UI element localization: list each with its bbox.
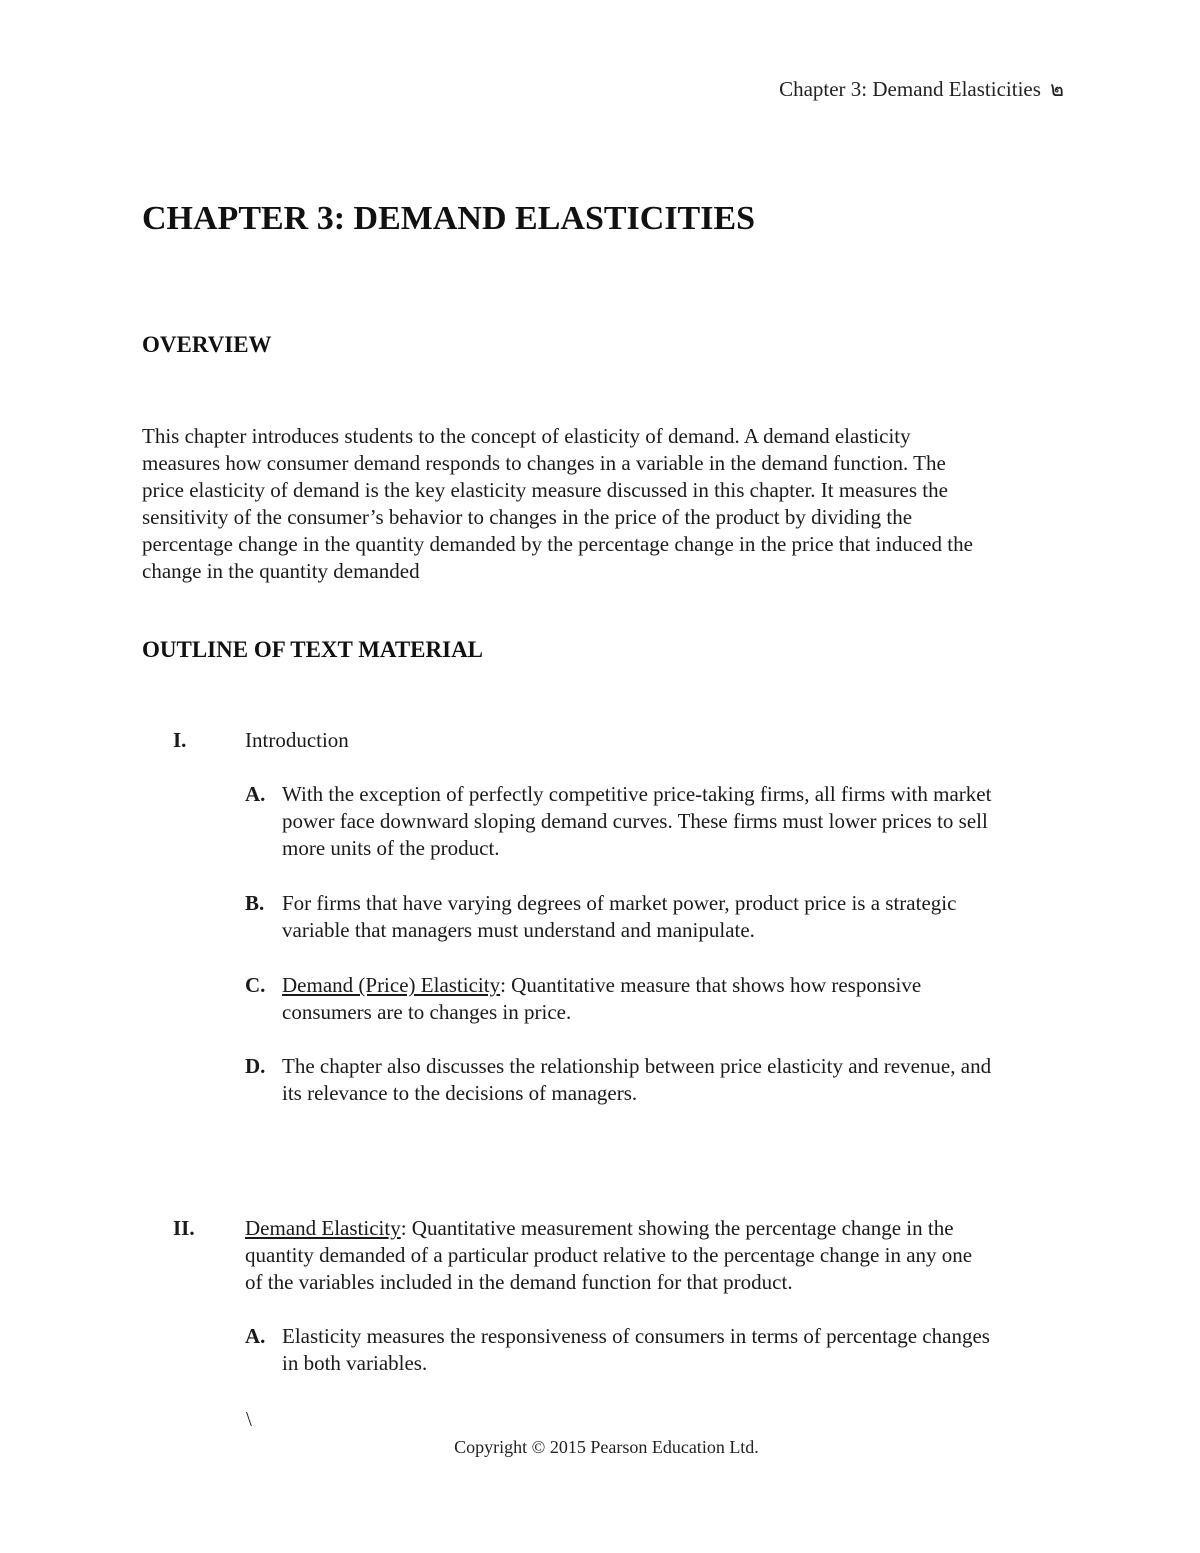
overview-line: percentage change in the quantity demanded by the percentage change in the price that induced the [142, 532, 973, 556]
overview-line: measures how consumer demand responds to changes in a variable in the demand function. The [142, 451, 946, 475]
page-number: ๒ [1050, 77, 1064, 101]
item-line: consumers are to changes in price. [282, 1000, 572, 1024]
item-line [282, 972, 921, 999]
item-letter: D. [245, 1054, 266, 1078]
defined-term: Demand (Price) Elasticity [282, 973, 501, 997]
overview-line: price elasticity of demand is the key elasticity measure discussed in this chapter. It measures the [142, 478, 948, 502]
definition-text: : Quantitative measurement showing the percentage change in the [400, 1216, 954, 1240]
item-line: For firms that have varying degrees of market power, product price is a strategic [282, 891, 957, 915]
section-numeral: II. [173, 1216, 195, 1240]
section-demand-elasticity [245, 1215, 972, 1296]
item-line: variable that managers must understand and manipulate. [282, 918, 755, 942]
definition-text: : Quantitative measure that shows how responsive [500, 973, 922, 997]
running-header [779, 73, 1064, 106]
item-letter: A. [245, 1324, 266, 1348]
item-line: in both variables. [282, 1351, 428, 1375]
running-header-title: Chapter 3: Demand Elasticities [779, 77, 1041, 101]
overview-paragraph [142, 423, 1102, 585]
chapter-title: CHAPTER 3: DEMAND ELASTICITIES [142, 200, 756, 237]
outline-item-text [282, 781, 991, 862]
item-letter: C. [245, 973, 266, 997]
section-title-introduction: Introduction [245, 728, 349, 752]
item-letter: B. [245, 891, 265, 915]
outline-heading: OUTLINE OF TEXT MATERIAL [142, 637, 484, 662]
item-line: The chapter also discusses the relationship between price elasticity and revenue, and [282, 1054, 992, 1078]
outline-item-text [282, 1323, 990, 1377]
item-line [245, 1215, 972, 1242]
stray-backslash-mark: \ [246, 1407, 252, 1431]
outline-item-text [282, 1053, 991, 1107]
item-letter: A. [245, 782, 266, 806]
item-line: Elasticity measures the responsiveness of consumers in terms of percentage changes [282, 1324, 990, 1348]
section-numeral: I. [173, 728, 187, 752]
item-line: power face downward sloping demand curves. These firms must lower prices to sell [282, 809, 988, 833]
item-line: With the exception of perfectly competitive price-taking firms, all firms with market [282, 782, 992, 806]
overview-line: change in the quantity demanded [142, 559, 420, 583]
item-line: quantity demanded of a particular product relative to the percentage change in any one [245, 1243, 973, 1267]
item-line: of the variables included in the demand function for that product. [245, 1270, 793, 1294]
item-line: its relevance to the decisions of managers. [282, 1081, 638, 1105]
defined-term: Demand Elasticity [245, 1216, 401, 1240]
outline-item-text [282, 972, 921, 1026]
overview-line: sensitivity of the consumer’s behavior to changes in the price of the product by dividing the [142, 505, 913, 529]
item-line: more units of the product. [282, 836, 500, 860]
copyright-footer: Copyright © 2015 Pearson Education Ltd. [454, 1437, 759, 1457]
overview-heading: OVERVIEW [142, 332, 272, 357]
overview-line: This chapter introduces students to the concept of elasticity of demand. A demand elasticity [142, 424, 911, 448]
outline-item-text [282, 890, 956, 944]
